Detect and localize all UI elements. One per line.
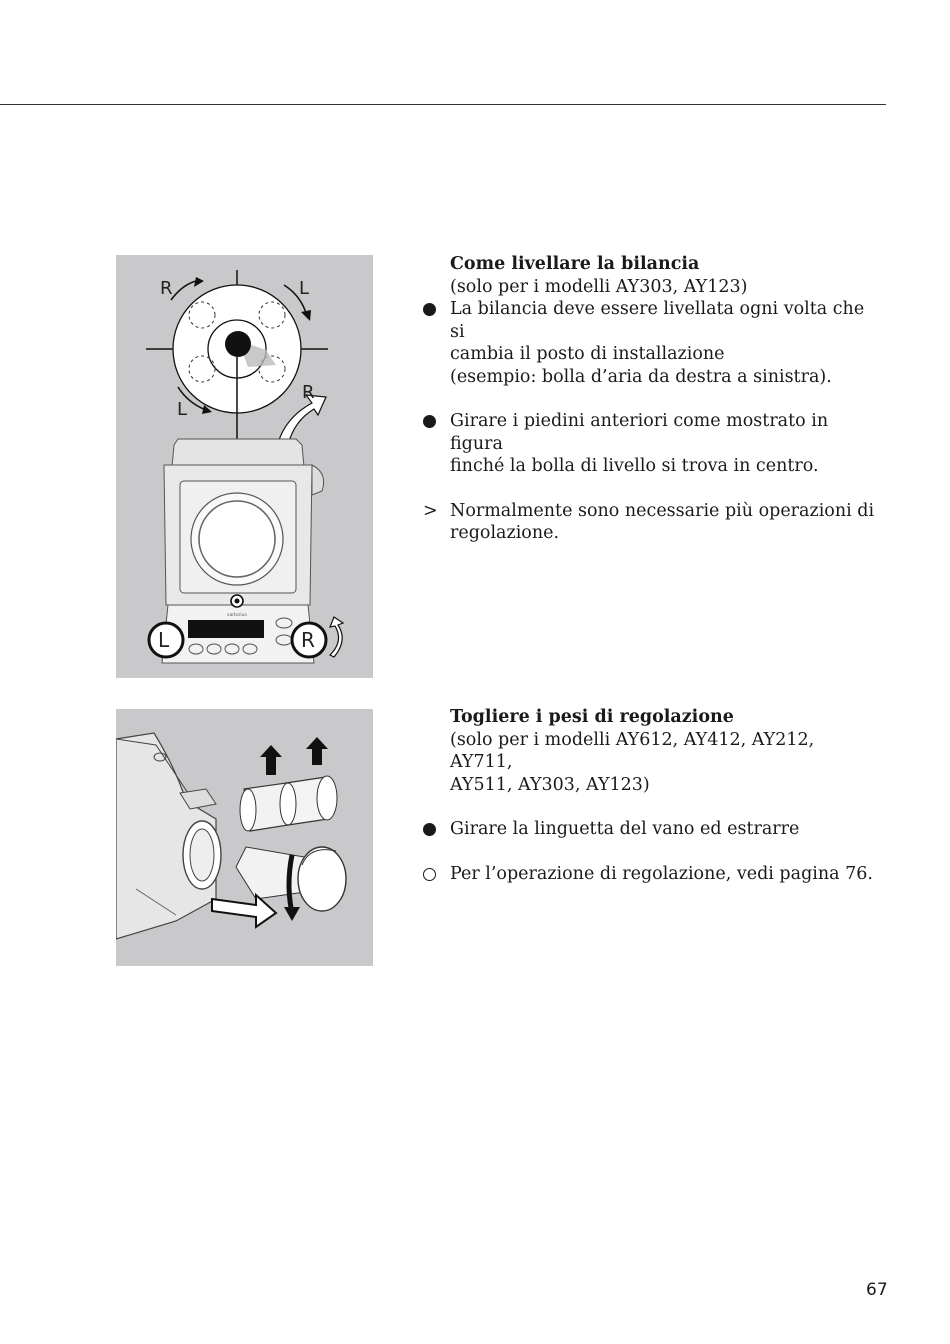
label-l-mid: L (177, 399, 188, 420)
bullet-hollow-icon (423, 868, 436, 881)
leveling-illustration (116, 255, 373, 678)
weights-subtitle-1: (solo per i modelli AY612, AY412, AY212, AY711, (450, 729, 815, 772)
list-item: > Normalmente sono necessarie più operazioni di regolazione. (423, 500, 875, 543)
header-rule (0, 104, 886, 105)
label-r-mid: R (302, 382, 315, 403)
leveling-subtitle: (solo per i modelli AY303, AY123) (450, 276, 748, 297)
bullet-filled-icon (423, 303, 436, 316)
label-l-foot: L (158, 628, 170, 652)
list-item: Girare la linguetta del vano ed estrarre (420, 818, 880, 841)
list-item: Per l’operazione di regolazione, vedi pagina 76. (420, 863, 880, 886)
page-number: 67 (866, 1280, 888, 1300)
leveling-figure (116, 255, 373, 678)
calibration-weights-figure (116, 709, 373, 966)
label-l-top: L (299, 278, 310, 299)
label-r-top: R (160, 278, 173, 299)
bullet-filled-icon (423, 415, 436, 428)
weights-illustration (116, 709, 373, 966)
weights-section (420, 706, 880, 885)
brand-label: sartorius (227, 613, 247, 618)
list-item: La bilancia deve essere livellata ogni volta che si cambia il posto di installazione (esempio: bolla d’aria da destra a sinistra). (420, 298, 880, 388)
leveling-section (420, 253, 880, 545)
leveling-title: Come livellare la bilancia (450, 254, 700, 274)
list-item: Girare i piedini anteriori come mostrato in figura finché la bolla di livello si trova in centro. (420, 410, 880, 478)
note-marker: > (423, 500, 438, 521)
bullet-filled-icon (423, 823, 436, 836)
weights-subtitle-2: AY511, AY303, AY123) (450, 774, 650, 795)
label-r-foot: R (301, 628, 315, 652)
weights-title: Togliere i pesi di regolazione (450, 707, 734, 727)
